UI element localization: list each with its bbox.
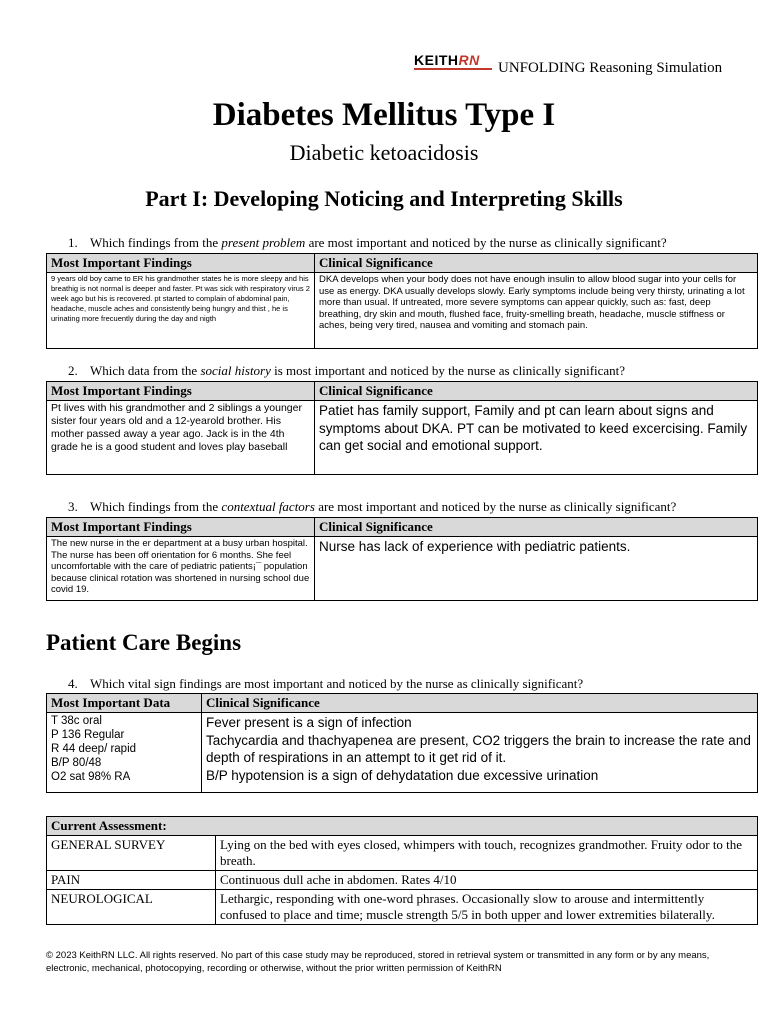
significance-line: Tachycardia and thachyapenea are present, CO2 triggers the brain to increase the rate and depth of respirations in an attempt to it get rid of it. xyxy=(206,732,751,765)
assessment-value: Lying on the bed with eyes closed, whimpers with touch, recognizes grandmother. Fruity odor to the breath. xyxy=(216,836,758,871)
vital-signs-table xyxy=(46,693,758,793)
page-title: Diabetes Mellitus Type I xyxy=(212,97,556,133)
brand-header xyxy=(414,52,744,82)
vital-temp: T 38c oral xyxy=(51,715,102,727)
question-4: 4. Which vital sign findings are most important and noticed by the nurse as clinically significant? xyxy=(68,676,584,691)
vital-bp: B/P 80/48 xyxy=(51,757,102,769)
assessment-value: Continuous dull ache in abdomen. Rates 4/10 xyxy=(216,871,758,890)
keithrn-logo: KEITHRN xyxy=(414,52,480,68)
current-assessment-table xyxy=(46,816,758,925)
findings-cell: The new nurse in the er department at a busy urban hospital. The nurse has been off orientation for 6 months. She feel uncomfortable with the care of pediatric patients¡¯ population because clinical rotation was shortened in nursing school due covid 19. xyxy=(47,537,315,601)
assessment-label: NEUROLOGICAL xyxy=(47,890,216,925)
vital-resp: R 44 deep/ rapid xyxy=(51,743,137,755)
significance-cell: Patiet has family support, Family and pt can learn about signs and symptoms about DKA. PT can be motivated to keed excercising. Family can get social and emotional support. xyxy=(315,401,758,475)
col-header-findings: Most Important Findings xyxy=(47,382,315,401)
question-3: 3. Which findings from the contextual factors are most important and noticed by the nurse as clinically significant? xyxy=(68,499,677,514)
assessment-value: Lethargic, responding with one-word phrases. Occasionally slow to arouse and intermittently confused to place and time; muscle strength 5/5 in both upper and lower extremities bilaterally. xyxy=(216,890,758,925)
simulation-label: UNFOLDING Reasoning Simulation xyxy=(498,60,723,76)
col-header-significance: Clinical Significance xyxy=(315,518,758,537)
significance-cell: DKA develops when your body does not have enough insulin to allow blood sugar into your cells for use as energy. DKA usually develops slowly. Early symptoms include being very thirsty, urinating a lot more than usual. If untreated, more severe symptoms can appear quickly, such as: fast, deep breathing, dry skin and mouth, flushed face, fruity-smelling breath, headache, muscle stiffness or aches, being very tired, nausea and vomiting and stomach pain. xyxy=(315,273,758,349)
present-problem-table xyxy=(46,253,758,349)
social-history-table xyxy=(46,381,758,475)
col-header-findings: Most Important Findings xyxy=(47,254,315,273)
copyright-footer: © 2023 KeithRN LLC. All rights reserved. No part of this case study may be reproduced, stored in retrieval system or transmitted in any form or by any means, electronic, mechanical, photocopying, recording or otherwise, without the prior written permission of KeithRN xyxy=(46,950,710,974)
assessment-label: GENERAL SURVEY xyxy=(47,836,216,871)
findings-cell: 9 years old boy came to ER his grandmother states he is more sleepy and his breathig is not normal is deeper and faster. Pt was sick with respiratory virus 2 week ago but his is recovered. pt started to complain of abdominal pain, headache, muscle aches and consistently being hungry and thist , he is urinating more frecuently during the day and nigth xyxy=(47,273,315,349)
significance-cell xyxy=(202,713,758,793)
col-header-findings: Most Important Findings xyxy=(47,518,315,537)
patient-care-heading: Patient Care Begins xyxy=(46,630,242,655)
vital-pulse: P 136 Regular xyxy=(51,729,125,741)
part1-heading: Part I: Developing Noticing and Interpreting Skills xyxy=(145,186,623,211)
col-header-significance: Clinical Significance xyxy=(315,382,758,401)
vital-data-cell xyxy=(47,713,202,793)
logo-underline xyxy=(414,68,492,70)
question-2: 2. Which data from the social history is most important and noticed by the nurse as clinically significant? xyxy=(68,363,626,378)
findings-cell: Pt lives with his grandmother and 2 siblings a younger sister four years old and a 12-yearold brother. His mother passed away a year ago. Jack is in the 4th grade he is a good student and loves play baseball xyxy=(47,401,315,475)
significance-cell: Nurse has lack of experience with pediatric patients. xyxy=(315,537,758,601)
page-subtitle: Diabetic ketoacidosis xyxy=(289,140,479,165)
question-1: 1. Which findings from the present problem are most important and noticed by the nurse as clinically significant? xyxy=(68,235,667,250)
col-header-data: Most Important Data xyxy=(47,694,202,713)
assessment-label: PAIN xyxy=(47,871,216,890)
contextual-factors-table xyxy=(46,517,758,601)
significance-line: Fever present is a sign of infection xyxy=(206,715,412,730)
col-header-significance: Clinical Significance xyxy=(202,694,758,713)
significance-line: B/P hypotension is a sign of dehydatation due excessive urination xyxy=(206,767,599,783)
vital-o2: O2 sat 98% RA xyxy=(51,771,131,783)
col-header-significance: Clinical Significance xyxy=(315,254,758,273)
assessment-header: Current Assessment: xyxy=(47,817,758,836)
